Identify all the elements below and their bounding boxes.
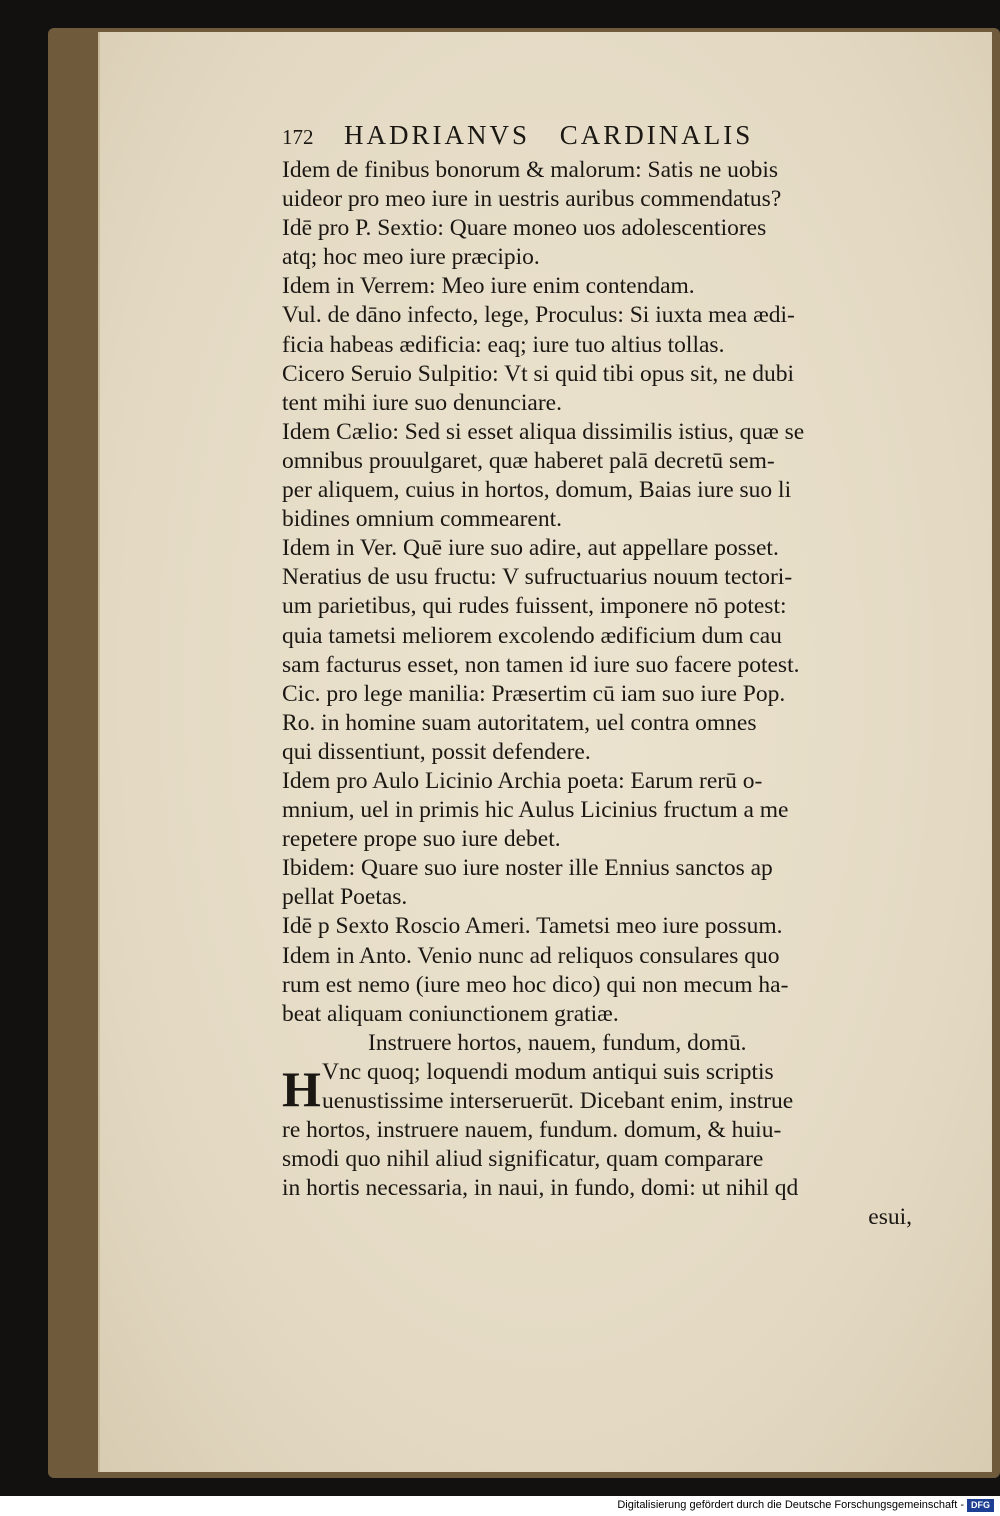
body-lines	[282, 156, 922, 1029]
text-line: Idē p Sexto Roscio Ameri. Tametsi meo iure possum.	[282, 913, 783, 940]
text-line: atq; hoc meo iure præcipio.	[282, 244, 540, 271]
text-line: Idem de finibus bonorum & malorum: Satis ne uobis	[282, 157, 779, 183]
text-line: Cic. pro lege manilia: Præsertim cū iam suo iure Pop.	[282, 680, 786, 707]
text-line: repetere prope suo iure debet.	[282, 826, 561, 853]
text-line: rum est nemo (iure meo hoc dico) qui non mecum ha-	[282, 971, 789, 998]
text-line: per aliquem, cuius in hortos, domum, Baias iure suo li	[282, 477, 792, 504]
text-line: Vnc quoq; loquendi modum antiqui suis scriptis	[322, 1058, 774, 1085]
text-line: in hortis necessaria, in naui, in fundo, domi: ut nihil qd	[282, 1175, 799, 1202]
text-line: Cicero Seruio Sulpitio: Vt si quid tibi opus sit, ne dubi	[282, 360, 795, 387]
text-line: mnium, uel in primis hic Aulus Licinius fructum a me	[282, 797, 789, 824]
text-line: uideor pro meo iure in uestris auribus commendatus?	[282, 186, 782, 213]
text-line: Idē pro P. Sextio: Quare moneo uos adolescentiores	[282, 215, 767, 242]
text-line: beat aliquam coniunctionem gratiæ.	[282, 1000, 619, 1027]
text-line: Idem in Anto. Venio nunc ad reliquos consulares quo	[282, 942, 780, 969]
text-line: omnibus prouulgaret, quæ haberet palā decretū sem-	[282, 447, 775, 474]
footer-credit: Digitalisierung gefördert durch die Deutsche Forschungsgemeinschaft -	[617, 1499, 964, 1511]
text-line: uenustissime interseruerūt. Dicebant enim, instrue	[322, 1088, 794, 1114]
text-line: tent mihi iure suo denunciare.	[282, 389, 562, 416]
text-line: pellat Poetas.	[282, 884, 408, 911]
drop-initial: H	[282, 1060, 321, 1117]
text-line: Idem pro Aulo Licinio Archia poeta: Earum rerū o-	[282, 767, 763, 794]
running-title: HADRIANVS CARDINALIS	[344, 120, 754, 150]
text-line: Ro. in homine suam autoritatem, uel contra omnes	[282, 709, 757, 736]
text-line: Idem Cælio: Sed si esset aliqua dissimilis istius, quæ se	[282, 418, 805, 445]
text-line: sam facturus esset, non tamen id iure suo facere potest.	[282, 651, 800, 678]
text-line: quia tametsi meliorem excolendo ædificium dum cau	[282, 622, 782, 649]
paragraph	[282, 1058, 922, 1203]
text-line: Neratius de usu fructu: V sufructuarius nouum tectori-	[282, 564, 793, 591]
dfg-logo-icon: DFG	[967, 1499, 994, 1512]
text-line: ficia habeas ædificia: eaq; iure tuo altius tollas.	[282, 331, 725, 358]
page-text	[282, 120, 922, 1232]
text-line: um parietibus, qui rudes fuissent, imponere nō potest:	[282, 593, 787, 620]
text-line: smodi quo nihil aliud significatur, quam comparare	[282, 1146, 764, 1173]
text-line: Idem in Verrem: Meo iure enim contendam.	[282, 273, 695, 300]
text-line: Ibidem: Quare suo iure noster ille Ennius sanctos ap	[282, 855, 773, 882]
page-number: 172	[282, 125, 314, 149]
section-heading: Instruere hortos, nauem, fundum, domū.	[368, 1029, 747, 1056]
text-line: re hortos, instruere nauem, fundum. domum, & huiu-	[282, 1117, 782, 1144]
running-header	[282, 120, 922, 156]
text-line: Idem in Ver. Quē iure suo adire, aut appellare posset.	[282, 535, 779, 562]
text-line: qui dissentiunt, possit defendere.	[282, 738, 591, 765]
footer-bar	[0, 1496, 1000, 1516]
catchword: esui,	[868, 1204, 912, 1231]
text-line: bidines omnium commearent.	[282, 506, 562, 533]
text-line: Vul. de dāno infecto, lege, Proculus: Si iuxta mea ædi-	[282, 302, 795, 329]
